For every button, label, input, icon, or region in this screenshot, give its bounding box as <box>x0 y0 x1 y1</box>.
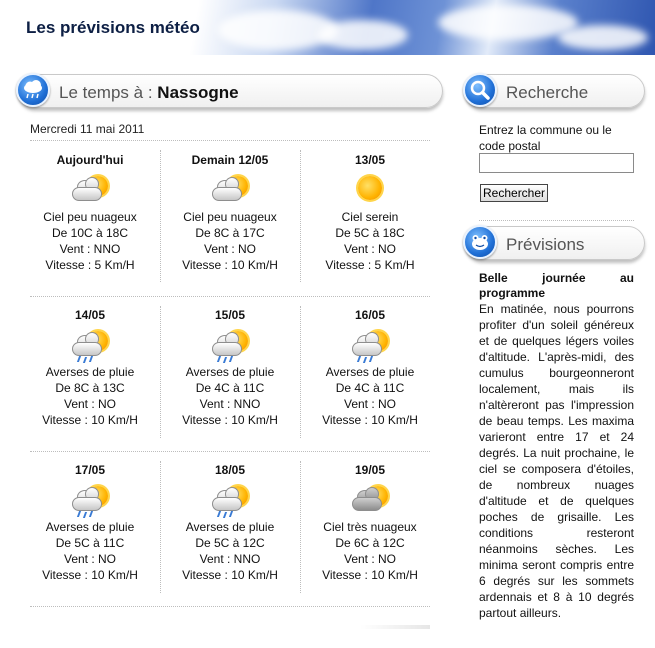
search-button[interactable]: Rechercher <box>480 184 548 202</box>
city-name: Nassogne <box>157 83 239 102</box>
forecast-day-label: 14/05 <box>74 308 106 322</box>
forecast-speed: Vitesse : 10 Km/H <box>42 568 138 582</box>
search-panel-header <box>465 74 645 108</box>
forecast-temperature: De 4C à 11C <box>335 381 405 395</box>
search-input[interactable] <box>479 153 634 173</box>
forecast-day-card <box>20 307 160 428</box>
forecast-day-label: 13/05 <box>354 153 386 167</box>
forecast-wind: Vent : NO <box>203 242 257 256</box>
forecast-wind: Vent : NO <box>343 242 397 256</box>
weather-cloud-rain-icon <box>16 73 50 107</box>
sun-icon <box>348 172 392 208</box>
forecast-date: Mercredi 11 mai 2011 <box>30 122 145 136</box>
forecast-panel-title: Prévisions <box>506 235 585 254</box>
forecast-wind: Vent : NO <box>343 397 397 411</box>
forecast-sky: Ciel peu nuageux <box>183 210 277 224</box>
forecast-sky: Averses de pluie <box>325 365 415 379</box>
forecast-wind: Vent : NO <box>63 552 117 566</box>
forecast-sky: Averses de pluie <box>45 365 135 379</box>
forecast-speed: Vitesse : 10 Km/H <box>182 568 278 582</box>
forecast-wind: Vent : NO <box>343 552 397 566</box>
forecast-day-label: Aujourd'hui <box>56 153 124 167</box>
forecast-day-card <box>300 462 440 583</box>
forecast-temperature: De 5C à 11C <box>55 536 125 550</box>
search-panel-title: Recherche <box>506 83 589 102</box>
forecast-day-label: 17/05 <box>74 463 106 477</box>
forecast-day-card <box>20 462 160 583</box>
partly-cloudy-icon <box>208 172 252 208</box>
frog-icon <box>463 225 497 259</box>
forecast-day-card <box>20 152 160 273</box>
forecast-day-card <box>160 152 300 273</box>
forecast-speed: Vitesse : 5 Km/H <box>325 258 415 272</box>
decorative-strip <box>360 625 430 629</box>
weather-panel-label: Le temps à : <box>59 83 153 102</box>
search-label: Entrez la commune ou le code postal <box>479 123 612 153</box>
row-divider <box>30 451 430 452</box>
forecast-speed: Vitesse : 10 Km/H <box>322 568 418 582</box>
forecast-day-card <box>160 307 300 428</box>
forecast-day-card <box>160 462 300 583</box>
forecast-sky: Ciel serein <box>341 210 399 224</box>
forecast-sky: Ciel très nuageux <box>323 520 417 534</box>
forecast-day-label: Demain 12/05 <box>191 153 269 167</box>
forecast-day-card <box>300 307 440 428</box>
magnifier-icon <box>463 73 497 107</box>
forecast-text: En matinée, nous pourrons profiter d'un soleil généreux et de quelques légers voiles d'altitude. L'après-midi, des cumulus bourgeonneront localement, mais ils n'altèreront pas l'impression de beau temps. Les maxima varieront entre 17 et 24 degrés. La nuit prochaine, le ciel se composera d'étoiles, de nombreux nuages d'altitude et de quelques poches de grisaille. Les conditions resteront néanmoins sèches. Les minima seront compris entre 6 degrés sur les sommets ardennais et 8 à 10 degrés partout ailleurs. <box>479 302 634 620</box>
row-divider <box>30 606 430 607</box>
forecast-sky: Ciel peu nuageux <box>43 210 137 224</box>
forecast-day-label: 15/05 <box>214 308 246 322</box>
forecast-day-label: 16/05 <box>354 308 386 322</box>
forecast-wind: Vent : NNO <box>199 552 261 566</box>
forecast-wind: Vent : NNO <box>199 397 261 411</box>
forecast-temperature: De 8C à 17C <box>195 226 265 240</box>
forecast-wind: Vent : NNO <box>59 242 121 256</box>
forecast-temperature: De 5C à 18C <box>335 226 405 240</box>
forecast-temperature: De 6C à 12C <box>335 536 405 550</box>
forecast-headline: Belle journée au programme <box>479 271 634 300</box>
forecast-speed: Vitesse : 10 Km/H <box>182 413 278 427</box>
rain-shower-icon <box>208 327 252 363</box>
weather-panel-title <box>59 83 239 103</box>
forecast-temperature: De 10C à 18C <box>51 226 129 240</box>
forecast-temperature: De 8C à 13C <box>55 381 125 395</box>
forecast-sky: Averses de pluie <box>185 365 275 379</box>
forecast-speed: Vitesse : 10 Km/H <box>42 413 138 427</box>
weather-panel-header <box>18 74 443 108</box>
forecast-temperature: De 4C à 11C <box>195 381 265 395</box>
rain-shower-icon <box>68 327 112 363</box>
forecast-speed: Vitesse : 10 Km/H <box>322 413 418 427</box>
forecast-speed: Vitesse : 5 Km/H <box>45 258 135 272</box>
partly-cloudy-icon <box>68 172 112 208</box>
rain-shower-icon <box>208 482 252 518</box>
forecast-day-label: 19/05 <box>354 463 386 477</box>
forecast-sky: Averses de pluie <box>185 520 275 534</box>
divider <box>30 140 430 141</box>
forecast-panel-header <box>465 226 645 260</box>
cloudy-icon <box>348 482 392 518</box>
forecast-day-label: 18/05 <box>214 463 246 477</box>
forecast-sky: Averses de pluie <box>45 520 135 534</box>
rain-shower-icon <box>348 327 392 363</box>
forecast-temperature: De 5C à 12C <box>195 536 265 550</box>
forecast-speed: Vitesse : 10 Km/H <box>182 258 278 272</box>
divider <box>479 220 634 221</box>
rain-shower-icon <box>68 482 112 518</box>
forecast-wind: Vent : NO <box>63 397 117 411</box>
page-title: Les prévisions météo <box>26 18 200 37</box>
forecast-day-card <box>300 152 440 273</box>
row-divider <box>30 296 430 297</box>
header-banner <box>18 0 655 55</box>
